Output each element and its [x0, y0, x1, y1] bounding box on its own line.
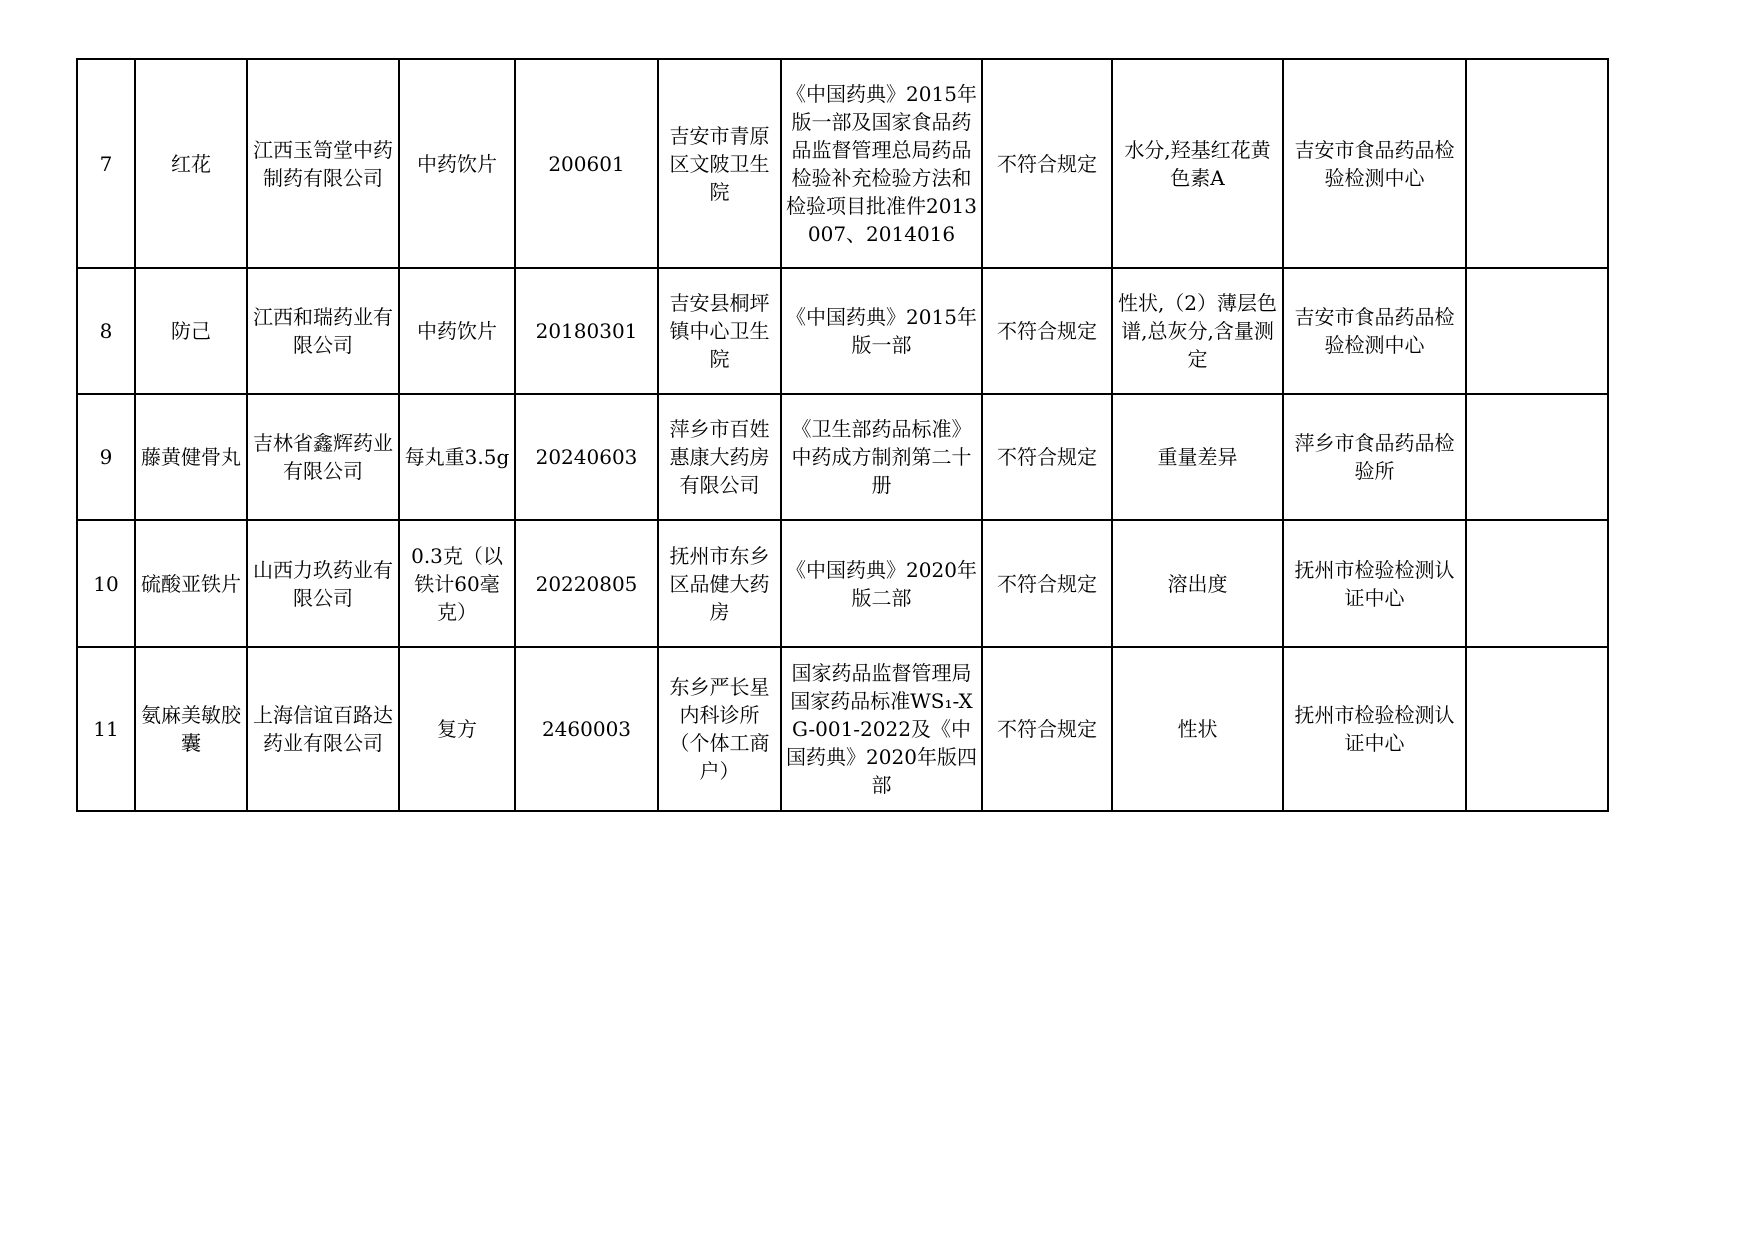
cell-remark — [1466, 394, 1608, 520]
cell-no: 9 — [77, 394, 135, 520]
cell-unit: 吉安市青原区文陂卫生院 — [658, 59, 781, 268]
cell-maker: 江西和瑞药业有限公司 — [247, 268, 399, 394]
cell-no: 8 — [77, 268, 135, 394]
cell-result: 不符合规定 — [982, 647, 1112, 811]
cell-lab: 吉安市食品药品检验检测中心 — [1283, 268, 1466, 394]
cell-remark — [1466, 268, 1608, 394]
cell-name: 防己 — [135, 268, 247, 394]
cell-standard: 《卫生部药品标准》中药成方制剂第二十册 — [781, 394, 982, 520]
cell-lab: 吉安市食品药品检验检测中心 — [1283, 59, 1466, 268]
cell-batch: 20180301 — [515, 268, 658, 394]
table-row — [77, 268, 1608, 394]
cell-unit: 吉安县桐坪镇中心卫生院 — [658, 268, 781, 394]
cell-batch: 20220805 — [515, 520, 658, 647]
cell-batch: 2460003 — [515, 647, 658, 811]
cell-standard: 《中国药典》2015年版一部及国家食品药品监督管理总局药品检验补充检验方法和检验项目批准件2013007、2014016 — [781, 59, 982, 268]
cell-items: 水分,羟基红花黄色素A — [1112, 59, 1283, 268]
cell-lab: 抚州市检验检测认证中心 — [1283, 520, 1466, 647]
inspection-table — [76, 58, 1609, 812]
cell-standard: 《中国药典》2015年版一部 — [781, 268, 982, 394]
cell-name: 藤黄健骨丸 — [135, 394, 247, 520]
cell-maker: 上海信谊百路达药业有限公司 — [247, 647, 399, 811]
cell-unit: 萍乡市百姓惠康大药房有限公司 — [658, 394, 781, 520]
cell-result: 不符合规定 — [982, 59, 1112, 268]
cell-lab: 抚州市检验检测认证中心 — [1283, 647, 1466, 811]
cell-name: 硫酸亚铁片 — [135, 520, 247, 647]
cell-remark — [1466, 647, 1608, 811]
table-row — [77, 394, 1608, 520]
cell-spec: 中药饮片 — [399, 268, 515, 394]
cell-maker: 吉林省鑫辉药业有限公司 — [247, 394, 399, 520]
cell-spec: 复方 — [399, 647, 515, 811]
cell-items: 性状,（2）薄层色谱,总灰分,含量测定 — [1112, 268, 1283, 394]
cell-unit: 东乡严长星内科诊所（个体工商户） — [658, 647, 781, 811]
table-row — [77, 520, 1608, 647]
cell-no: 7 — [77, 59, 135, 268]
cell-remark — [1466, 59, 1608, 268]
cell-spec: 每丸重3.5g — [399, 394, 515, 520]
cell-batch: 200601 — [515, 59, 658, 268]
cell-items: 性状 — [1112, 647, 1283, 811]
cell-spec: 中药饮片 — [399, 59, 515, 268]
cell-maker: 山西力玖药业有限公司 — [247, 520, 399, 647]
cell-remark — [1466, 520, 1608, 647]
cell-spec: 0.3克（以铁计60毫克） — [399, 520, 515, 647]
cell-no: 10 — [77, 520, 135, 647]
cell-result: 不符合规定 — [982, 394, 1112, 520]
cell-standard: 国家药品监督管理局国家药品标准WS₁-XG-001-2022及《中国药典》2020年版四部 — [781, 647, 982, 811]
cell-name: 氨麻美敏胶囊 — [135, 647, 247, 811]
cell-result: 不符合规定 — [982, 268, 1112, 394]
cell-maker: 江西玉笥堂中药制药有限公司 — [247, 59, 399, 268]
cell-name: 红花 — [135, 59, 247, 268]
table-row — [77, 647, 1608, 811]
table-row — [77, 59, 1608, 268]
cell-batch: 20240603 — [515, 394, 658, 520]
cell-unit: 抚州市东乡区品健大药房 — [658, 520, 781, 647]
cell-result: 不符合规定 — [982, 520, 1112, 647]
cell-standard: 《中国药典》2020年版二部 — [781, 520, 982, 647]
cell-items: 溶出度 — [1112, 520, 1283, 647]
cell-items: 重量差异 — [1112, 394, 1283, 520]
cell-no: 11 — [77, 647, 135, 811]
cell-lab: 萍乡市食品药品检验所 — [1283, 394, 1466, 520]
